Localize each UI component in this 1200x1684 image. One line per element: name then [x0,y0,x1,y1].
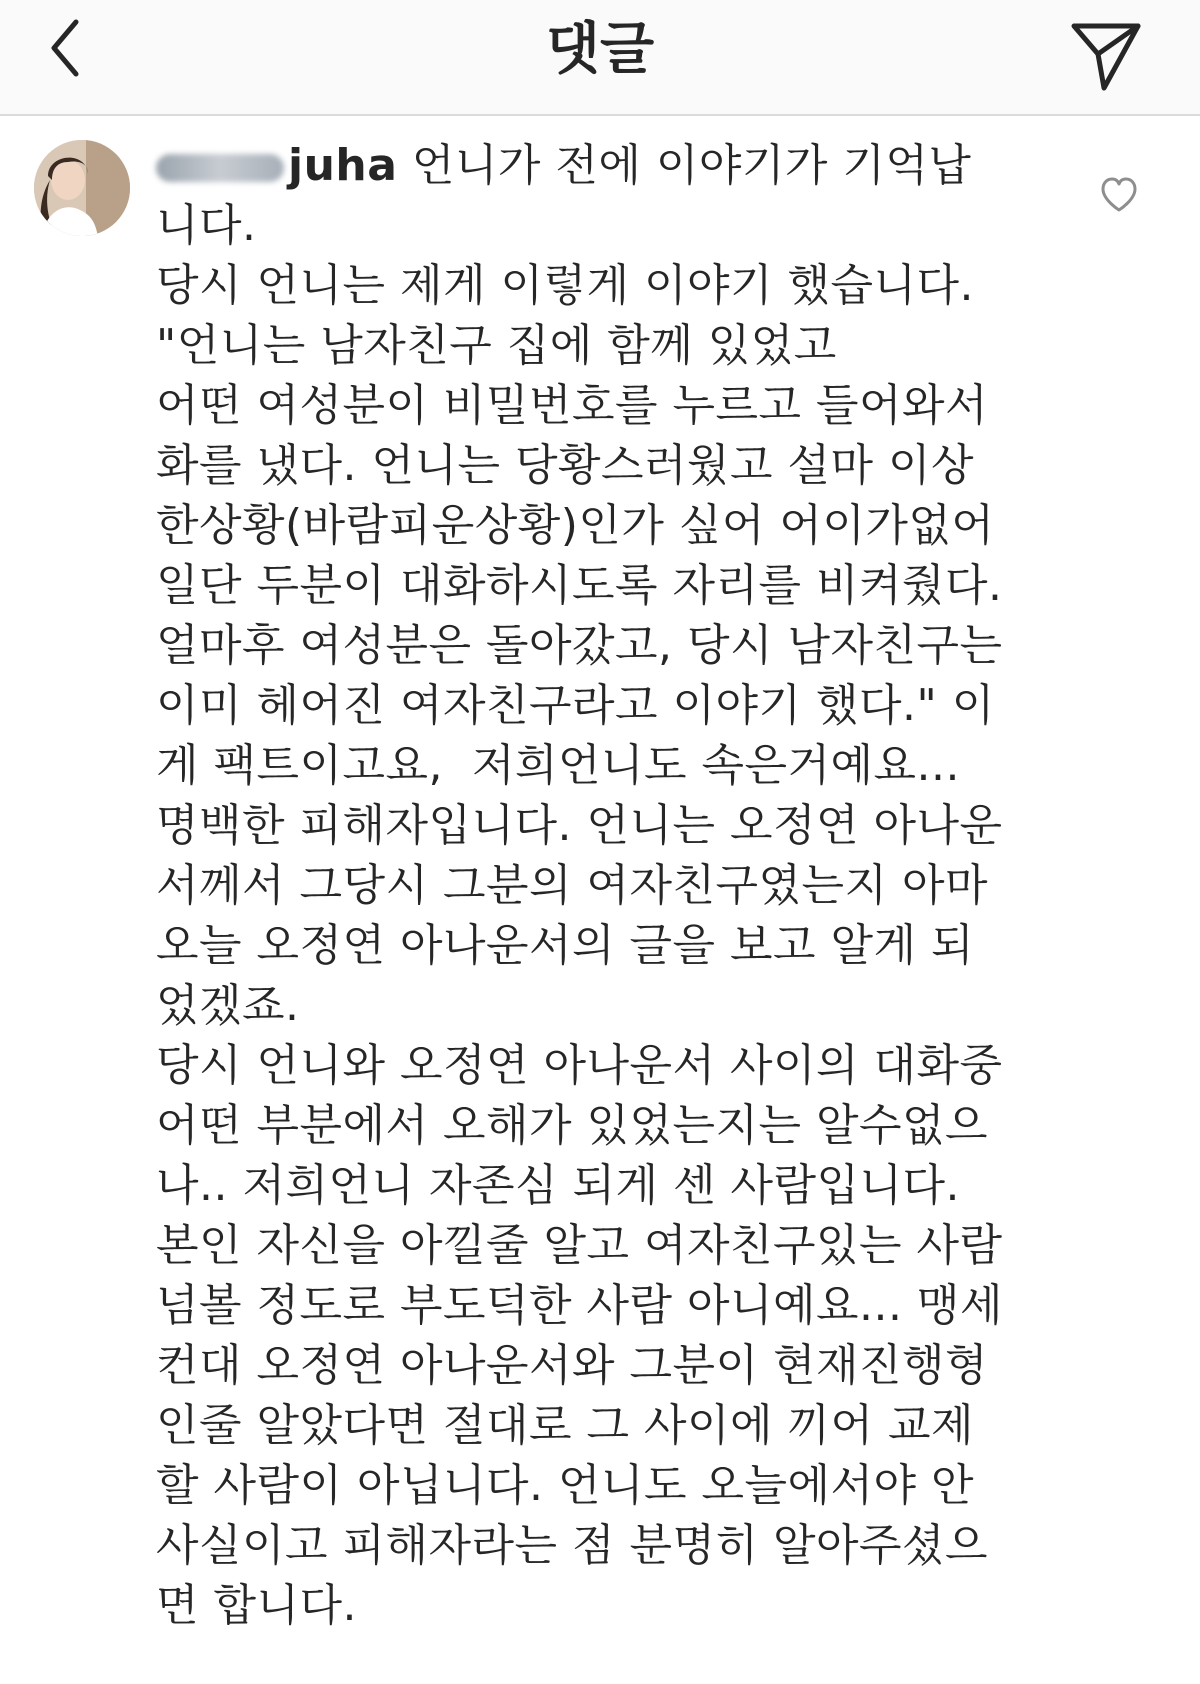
paper-plane-icon [1066,18,1146,98]
comment-line: 화를 냈다. 언니는 당황스러웠고 설마 이상 [156,440,974,491]
comment-line: 당시 언니는 제게 이렇게 이야기 했습니다. [156,260,974,311]
comment-line: 오늘 오정연 아나운서의 글을 보고 알게 되 [156,920,974,971]
comment-line: 면 합니다. [156,1580,357,1631]
profile-photo [34,140,130,236]
share-button[interactable] [1066,18,1146,98]
comment-item [0,116,1200,1684]
comment-line: 니다. [156,200,257,251]
comment-line: 게 팩트이고요, 저희언니도 속은거예요... [156,740,960,791]
comment-line: 어떤 부분에서 오해가 있었는지는 알수없으 [156,1100,989,1151]
page-title: 댓글 [545,17,655,82]
comment-line: 어떤 여성분이 비밀번호를 누르고 들어와서 [156,380,989,431]
comment-text [156,136,1056,1636]
comment-line: 넘볼 정도로 부도덕한 사람 아니예요... 맹세 [156,1280,1003,1331]
comment-line: 한상황(바람피운상황)인가 싶어 어이가없어 [156,500,995,551]
comment-line: 서께서 그당시 그분의 여자친구였는지 아마 [156,860,989,911]
comment-line: 일단 두분이 대화하시도록 자리를 비켜줬다. [156,560,1003,611]
username-redaction [156,154,284,182]
comment-line: 언니가 전에 이야기가 기억납 [411,140,972,191]
like-button[interactable] [1098,174,1140,216]
heart-outline-icon [1098,174,1140,216]
comment-line: 나.. 저희언니 자존심 되게 센 사람입니다. [156,1160,960,1211]
comment-line: 얼마후 여성분은 돌아갔고, 당시 남자친구는 [156,620,1003,671]
comment-line: 본인 자신을 아낄줄 알고 여자친구있는 사람 [156,1220,1003,1271]
comment-username[interactable]: juha [156,140,397,191]
comment-line: 었겠죠. [156,980,300,1031]
comment-line: 할 사람이 아닙니다. 언니도 오늘에서야 안 [156,1460,974,1511]
header-bar [0,0,1200,116]
comment-line: 당시 언니와 오정연 아나운서 사이의 대화중 [156,1040,1003,1091]
comment-line: 컨대 오정연 아나운서와 그분이 현재진행형 [156,1340,989,1391]
comment-line: 인줄 알았다면 절대로 그 사이에 끼어 교제 [156,1400,974,1451]
comment-line: 이미 헤어진 여자친구라고 이야기 했다." 이 [156,680,995,731]
comment-line: "언니는 남자친구 집에 함께 있었고 [156,320,837,371]
comment-line: 명백한 피해자입니다. 언니는 오정연 아나운 [156,800,1003,851]
comment-line: 사실이고 피해자라는 점 분명히 알아주셨으 [156,1520,989,1571]
avatar[interactable] [34,140,130,236]
